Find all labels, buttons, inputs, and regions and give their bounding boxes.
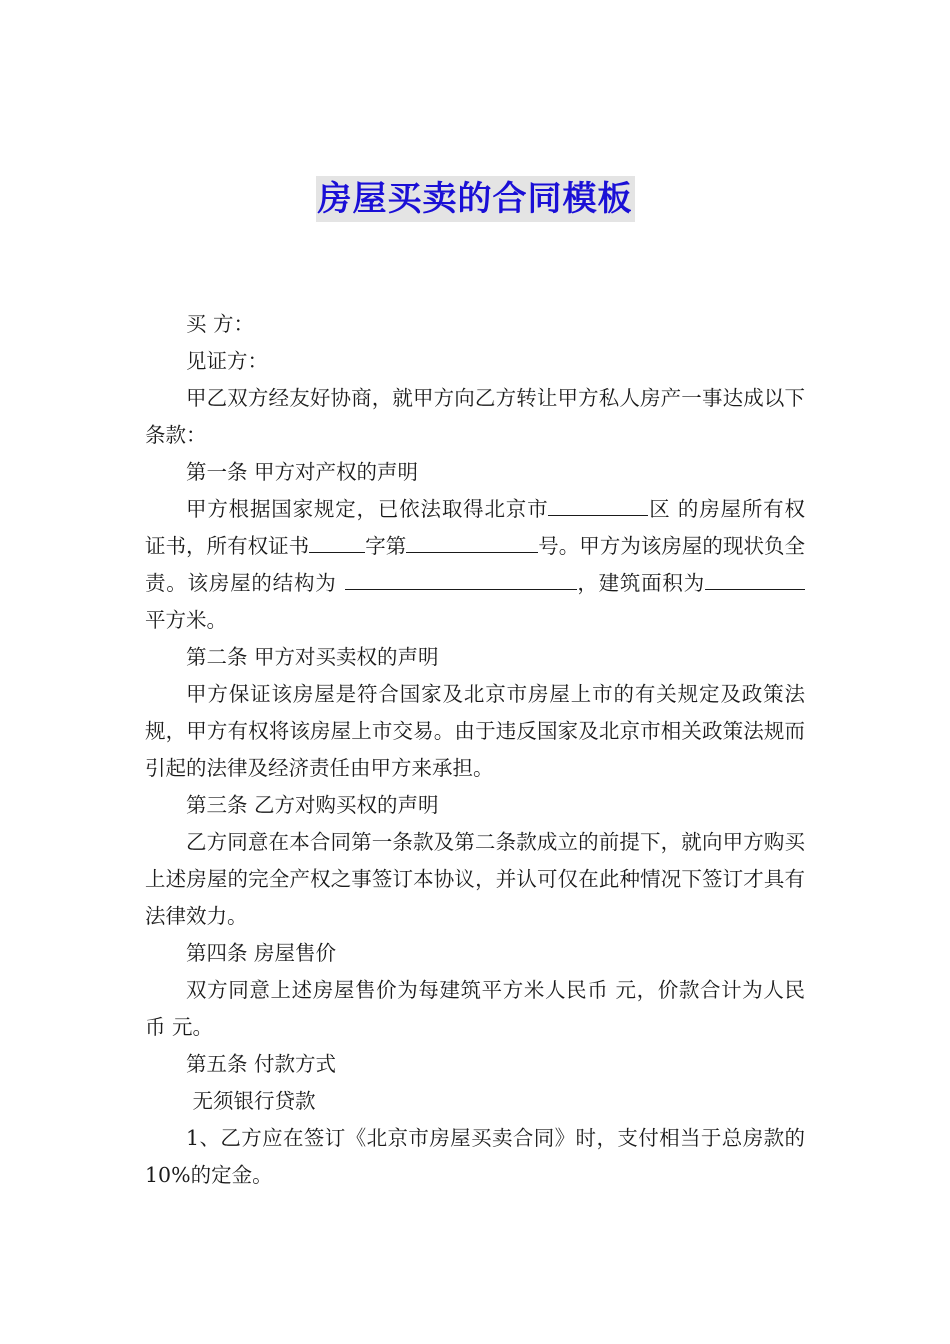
article3-paragraph: 乙方同意在本合同第一条款及第二条款成立的前提下，就向甲方购买上述房屋的完全产权之事签订本协议，并认可仅在此种情况下签订才具有法律效力。 bbox=[145, 830, 805, 928]
article1-text-1: 甲方根据国家规定，已依法取得北京市 bbox=[186, 497, 549, 521]
article1-text-5: ，建筑面积为 bbox=[576, 571, 705, 595]
article1-text-4: 号。甲方为该房屋的现状负全责。该房屋的结构为 bbox=[145, 534, 806, 595]
article2-heading: 第二条 甲方对买卖权的声明 bbox=[186, 645, 439, 669]
article1-paragraph bbox=[145, 491, 805, 639]
article1-text-3: 字第 bbox=[365, 534, 407, 558]
article3-heading: 第三条 乙方对购买权的声明 bbox=[186, 793, 439, 817]
article4-paragraph: 双方同意上述房屋售价为每建筑平方米人民币 元，价款合计为人民币 元。 bbox=[145, 978, 805, 1039]
article5-subheading: 无须银行贷款 bbox=[186, 1089, 316, 1113]
article5-item1: 1、乙方应在签订《北京市房屋买卖合同》时，支付相当于总房款的 10%的定金。 bbox=[145, 1126, 805, 1187]
article2-paragraph: 甲方保证该房屋是符合国家及北京市房屋上市的有关规定及政策法规，甲方有权将该房屋上市交易。由于违反国家及北京市相关政策法规而引起的法律及经济责任由甲方来承担。 bbox=[145, 682, 805, 780]
certificate-prefix-blank[interactable] bbox=[309, 530, 365, 553]
article4-heading: 第四条 房屋售价 bbox=[186, 941, 337, 965]
district-blank[interactable] bbox=[548, 493, 648, 516]
document-body bbox=[145, 306, 805, 1194]
witness-line: 见证方： bbox=[186, 349, 268, 373]
article1-text-6: 平方米。 bbox=[145, 608, 227, 632]
article1-text-2: 区 的房屋所有权证书，所有权证书 bbox=[145, 497, 805, 558]
document-title: 房屋买卖的合同模板 bbox=[316, 176, 635, 222]
buyer-line: 买 方： bbox=[186, 312, 255, 336]
certificate-number-blank[interactable] bbox=[406, 530, 538, 553]
intro-paragraph: 甲乙双方经友好协商，就甲方向乙方转让甲方私人房产一事达成以下条款： bbox=[145, 386, 805, 447]
article5-heading: 第五条 付款方式 bbox=[186, 1052, 337, 1076]
area-blank[interactable] bbox=[705, 567, 805, 590]
article1-heading: 第一条 甲方对产权的声明 bbox=[186, 460, 419, 484]
structure-blank[interactable] bbox=[345, 567, 577, 590]
